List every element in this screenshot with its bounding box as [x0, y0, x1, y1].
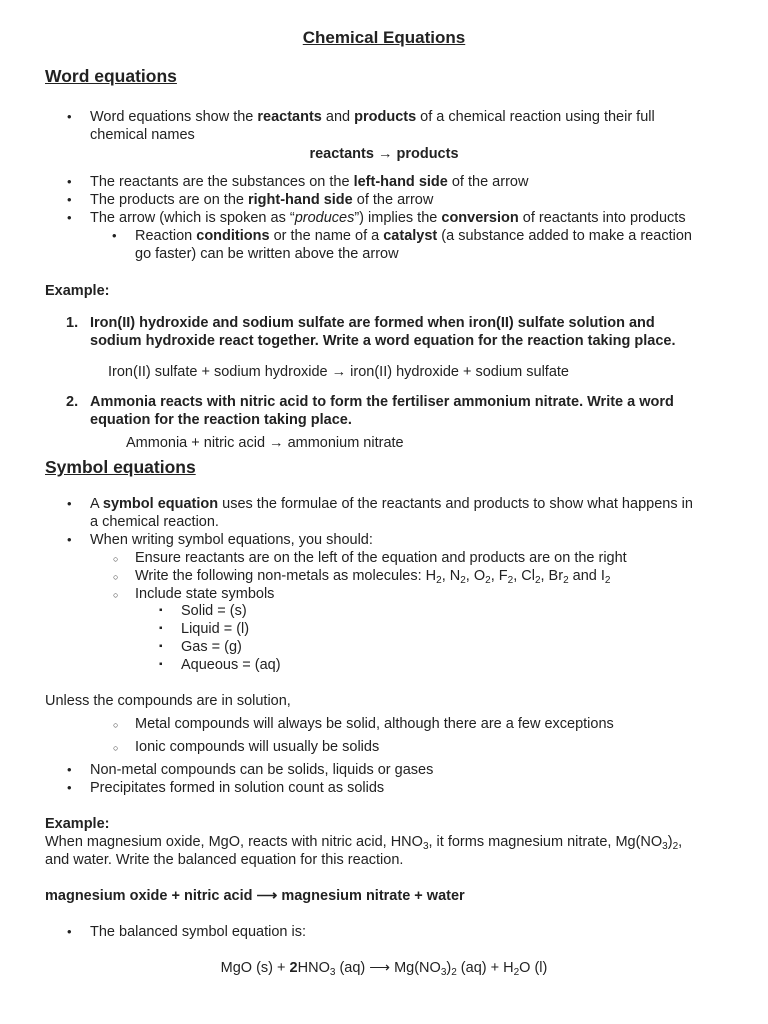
- state-symbol-item: ▪ Gas = (g): [181, 638, 242, 656]
- general-equation: reactants → products: [309, 146, 459, 162]
- answer-1: Iron(II) sulfate + sodium hydroxide → iron(II) hydroxide + sodium sulfate: [108, 364, 569, 380]
- sub-list-item: ○ Include state symbols: [135, 585, 274, 603]
- example-label: Example:: [45, 283, 110, 299]
- list-item: • Non-metal compounds can be solids, liquids or gases: [90, 761, 433, 779]
- sub-list-item: • Reaction conditions or the name of a catalyst (a substance added to make a reaction: [135, 227, 692, 245]
- list-item-continuation: chemical names: [90, 127, 195, 143]
- list-item: • A symbol equation uses the formulae of the reactants and products to show what happens in: [90, 495, 693, 513]
- list-item: • Precipitates formed in solution count as solids: [90, 779, 384, 797]
- list-item: • The arrow (which is spoken as “produces”) implies the conversion of reactants into products: [90, 209, 686, 227]
- paragraph: Unless the compounds are in solution,: [45, 693, 291, 709]
- sub-list-item: ○ Ensure reactants are on the left of the equation and products are on the right: [135, 549, 627, 567]
- section-heading-symbol-equations: Symbol equations: [45, 457, 196, 477]
- example-text: When magnesium oxide, MgO, reacts with nitric acid, $HNO_3$, it forms magnesium nitrate, $Mg(NO_3)_2$,: [45, 834, 683, 852]
- list-item: • The balanced symbol equation is:: [90, 923, 306, 941]
- word-equation: magnesium oxide + nitric acid ⟶ magnesium nitrate + water: [45, 888, 465, 904]
- sub-list-item-continuation: go faster) can be written above the arrow: [135, 246, 399, 262]
- sub-list-item: ○ Metal compounds will always be solid, although there are a few exceptions: [135, 715, 614, 733]
- question-number: 1.: [66, 315, 79, 331]
- example-text-continuation: and water. Write the balanced equation for this reaction.: [45, 852, 404, 868]
- sub-list-item: ○ Ionic compounds will usually be solids: [135, 738, 379, 756]
- section-heading-word-equations: Word equations: [45, 66, 177, 86]
- answer-2: Ammonia + nitric acid → ammonium nitrate: [126, 435, 404, 451]
- sub-list-item: ○ Write the following non-metals as molecules: $H_2$, $N_2$, $O_2$, $F_2$, $Cl_2$, $Br_2$ and $I_2$: [135, 567, 610, 585]
- example-label: Example:: [45, 816, 110, 832]
- state-symbol-item: ▪ Solid = (s): [181, 602, 247, 620]
- balanced-equation: MgO $(s) + 2HNO_3$ (aq) ⟶ $Mg(NO_3)_2$ $(aq) + H_2O$ (l): [220, 960, 548, 978]
- list-item-continuation: a chemical reaction.: [90, 514, 219, 530]
- state-symbol-item: ▪ Liquid = (l): [181, 620, 249, 638]
- list-item: • Word equations show the reactants and products of a chemical reaction using their full: [90, 108, 655, 126]
- list-item: • The products are on the right-hand side of the arrow: [90, 191, 433, 209]
- list-item: • When writing symbol equations, you should:: [90, 531, 373, 549]
- question-1-continuation: sodium hydroxide react together. Write a word equation for the reaction taking place.: [90, 333, 676, 349]
- question-1: 1. Iron(II) hydroxide and sodium sulfate are formed when iron(II) sulfate solution and: [66, 315, 655, 331]
- question-2: 2. Ammonia reacts with nitric acid to form the fertiliser ammonium nitrate. Write a word: [66, 394, 674, 410]
- page-title: Chemical Equations: [302, 28, 466, 47]
- state-symbol-item: ▪ Aqueous = (aq): [181, 656, 281, 674]
- question-2-continuation: equation for the reaction taking place.: [90, 412, 352, 428]
- question-number: 2.: [66, 394, 79, 410]
- list-item: • The reactants are the substances on the left-hand side of the arrow: [90, 173, 528, 191]
